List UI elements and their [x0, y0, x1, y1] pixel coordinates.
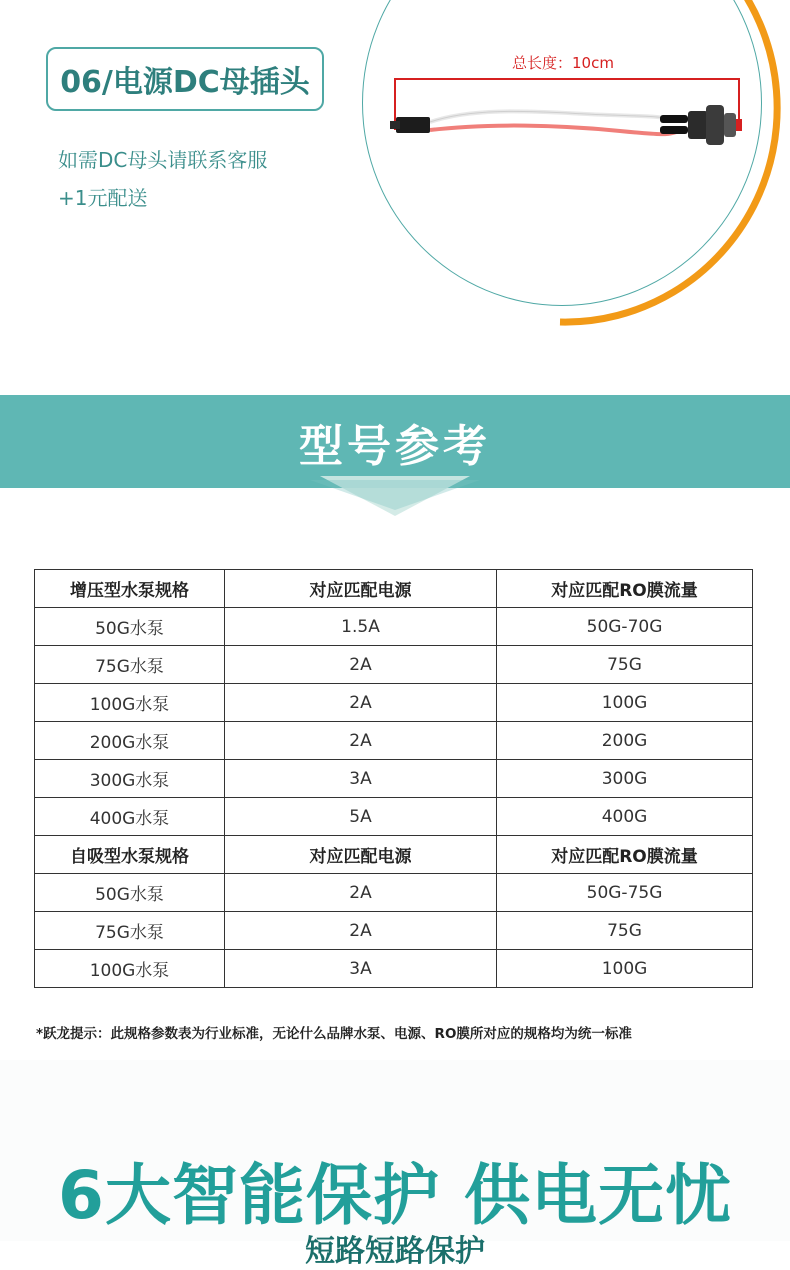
product-note-line1: 如需DC母头请联系客服	[58, 148, 268, 172]
banner-arrow-icon	[300, 476, 490, 520]
table-cell: 2A	[225, 646, 497, 684]
table-cell: 75G	[497, 646, 753, 684]
orange-arc-decoration	[0, 0, 790, 340]
table-row	[35, 608, 753, 646]
table-header-row	[35, 570, 753, 608]
table-cell: 400G	[497, 798, 753, 836]
table-cell: 50G水泵	[35, 608, 225, 646]
table-cell: 200G	[497, 722, 753, 760]
table-cell: 5A	[225, 798, 497, 836]
table-cell: 2A	[225, 874, 497, 912]
length-label: 总长度：10cm	[512, 54, 614, 72]
table-cell: 50G水泵	[35, 874, 225, 912]
dc-cable-image	[390, 95, 750, 165]
table-cell: 100G水泵	[35, 684, 225, 722]
table-cell: 75G水泵	[35, 912, 225, 950]
table-cell: 对应匹配RO膜流量	[497, 836, 753, 874]
protection-title: 6大智能保护 供电无忧	[58, 1157, 732, 1234]
table-row	[35, 722, 753, 760]
table-cell: 300G	[497, 760, 753, 798]
table-cell: 增压型水泵规格	[35, 570, 225, 608]
table-cell: 100G	[497, 684, 753, 722]
product-note-line2: +1元配送	[58, 186, 148, 210]
table-cell: 400G水泵	[35, 798, 225, 836]
table-cell: 100G水泵	[35, 950, 225, 988]
table-cell: 50G-70G	[497, 608, 753, 646]
table-cell: 3A	[225, 950, 497, 988]
table-cell: 75G	[497, 912, 753, 950]
table-cell: 2A	[225, 912, 497, 950]
table-cell: 对应匹配电源	[225, 836, 497, 874]
table-header-row	[35, 836, 753, 874]
spec-table	[34, 569, 753, 988]
table-row	[35, 874, 753, 912]
table-cell: 100G	[497, 950, 753, 988]
table-row	[35, 912, 753, 950]
table-cell: 2A	[225, 684, 497, 722]
protection-subtitle: 短路短路保护	[305, 1234, 485, 1269]
industry-tip: *跃龙提示：此规格参数表为行业标准，无论什么品牌水泵、电源、RO膜所对应的规格均为统一标准	[36, 1026, 632, 1042]
table-cell: 200G水泵	[35, 722, 225, 760]
table-cell: 对应匹配RO膜流量	[497, 570, 753, 608]
banner-title: 型号参考	[299, 421, 491, 472]
table-cell: 50G-75G	[497, 874, 753, 912]
table-cell: 对应匹配电源	[225, 570, 497, 608]
table-cell: 自吸型水泵规格	[35, 836, 225, 874]
table-cell: 1.5A	[225, 608, 497, 646]
table-row	[35, 798, 753, 836]
table-cell: 300G水泵	[35, 760, 225, 798]
table-cell: 3A	[225, 760, 497, 798]
table-cell: 75G水泵	[35, 646, 225, 684]
product-title: 06/电源DC母插头	[60, 65, 310, 100]
table-row	[35, 760, 753, 798]
table-row	[35, 646, 753, 684]
table-row	[35, 950, 753, 988]
table-cell: 2A	[225, 722, 497, 760]
table-row	[35, 684, 753, 722]
